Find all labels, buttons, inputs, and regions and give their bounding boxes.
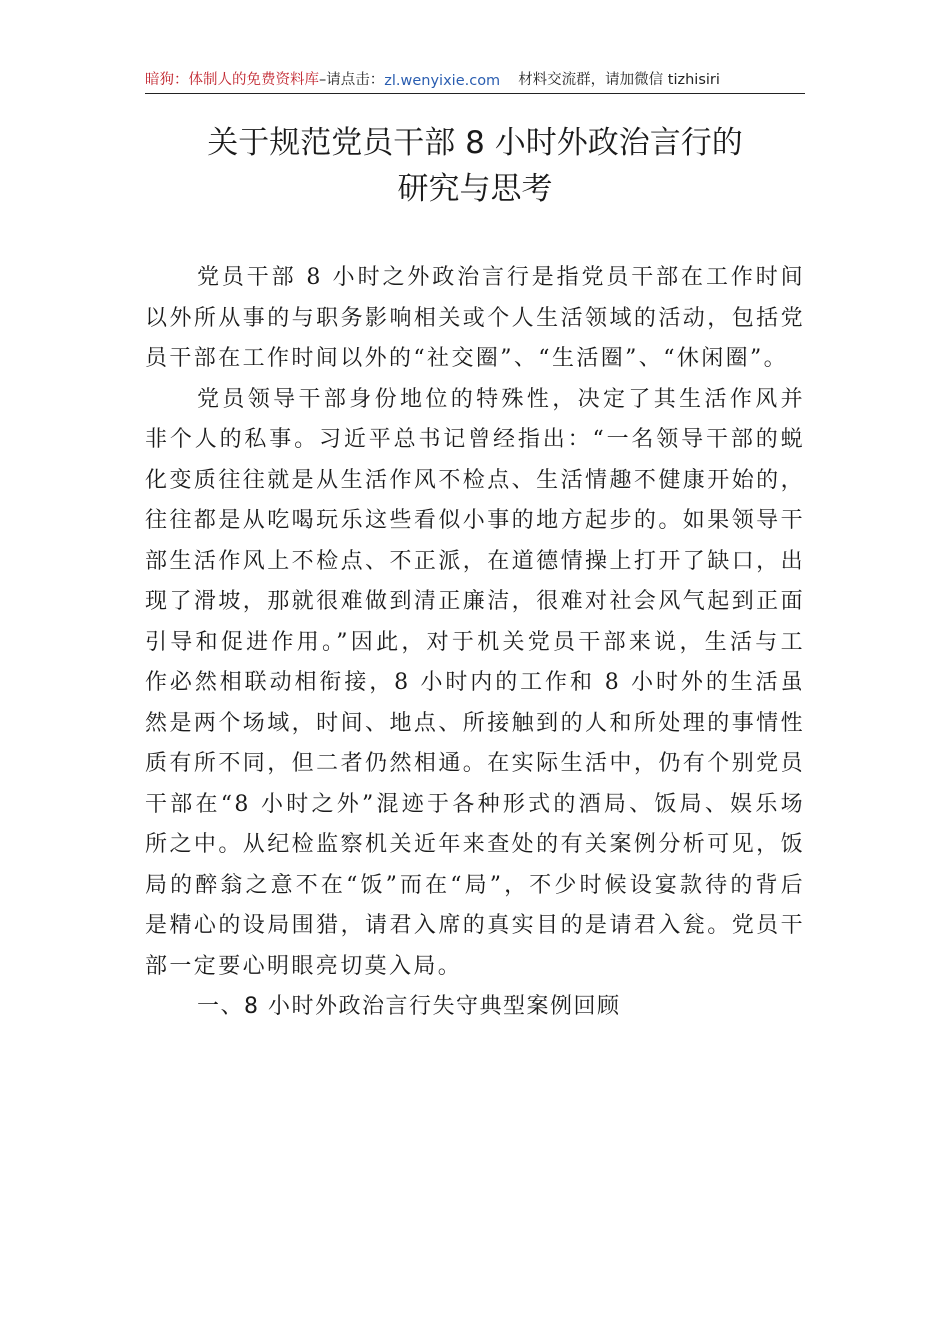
page-header: [145, 64, 805, 94]
section-heading-1: 一、8 小时外政治言行失守典型案例回顾: [197, 994, 621, 1019]
header-site-name: 暗狗：体制人的免费资料库: [145, 72, 319, 88]
title-line-1: 关于规范党员干部 8 小时外政治言行的: [207, 125, 743, 161]
header-url-link[interactable]: zl.wenyixie.com: [384, 73, 501, 89]
document-body: [145, 258, 805, 1028]
paragraph-2: 党员领导干部身份地位的特殊性，决定了其生活作风并非个人的私事。习近平总书记曾经指出：“一名领导干部的蜕化变质往往就是从生活作风不检点、生活情趣不健康开始的，往往都是从吃喝玩乐这些看似小事的地方起步的。如果领导干部生活作风上不检点、不正派，在道德情操上打开了缺口，出现了滑坡，那就很难做到清正廉洁，很难对社会风气起到正面引导和促进作用。”因此，对于机关党员干部来说，生活与工作必然相联动相衔接，8 小时内的工作和 8 小时外的生活虽然是两个场域，时间、地点、所接触到的人和所处理的事情性质有所不同，但二者仍然相通。在实际生活中，仍有个别党员干部在“8 小时之外”混迹于各种形式的酒局、饭局、娱乐场所之中。从纪检监察机关近年来查处的有关案例分析可见，饭局的醉翁之意不在“饭”而在“局”，不少时候设宴款待的背后是精心的设局围猎，请君入席的真实目的是请君入瓮。党员干部一定要心明眼亮切莫入局。: [145, 386, 805, 979]
header-group-text: 材料交流群，请加微信 tizhisiri: [518, 72, 720, 88]
header-click-prompt: –请点击：: [319, 72, 385, 88]
paragraph-1: 党员干部 8 小时之外政治言行是指党员干部在工作时间以外所从事的与职务影响相关或个人生活领域的活动，包括党员干部在工作时间以外的“社交圈”、“生活圈”、“休闲圈”。: [145, 265, 805, 371]
title-line-2: 研究与思考: [397, 171, 553, 207]
document-title: [100, 120, 850, 212]
